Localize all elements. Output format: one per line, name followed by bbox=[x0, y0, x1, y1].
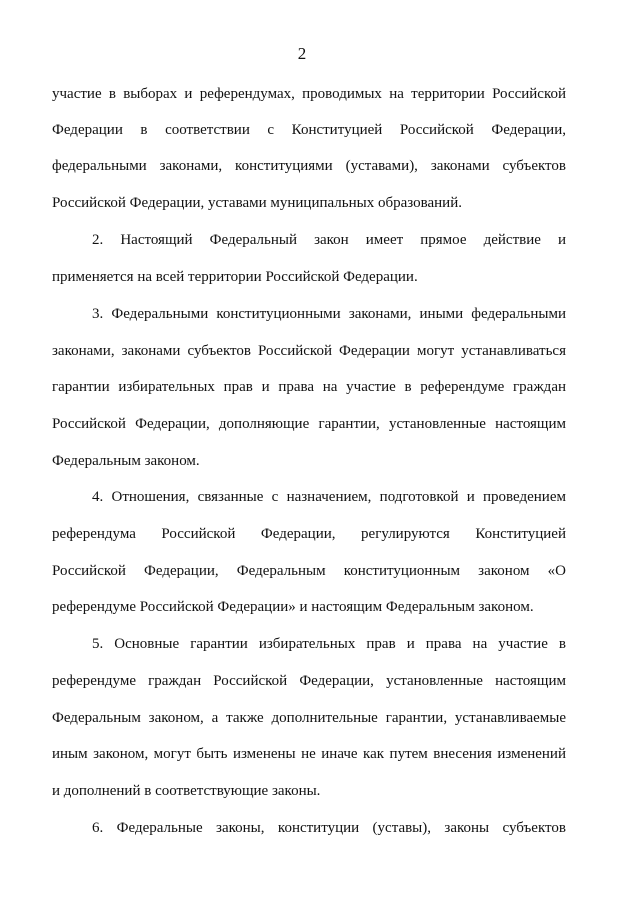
text-line: 4. Отношения, связанные с назначением, подготовкой и проведением bbox=[92, 489, 566, 505]
text-line: 2. Настоящий Федеральный закон имеет прямое действие и bbox=[92, 232, 566, 248]
text-line: применяется на всей территории Российской Федерации. bbox=[52, 269, 418, 285]
page-number: 2 bbox=[297, 44, 307, 63]
text-line: и дополнений в соответствующие законы. bbox=[52, 783, 321, 799]
text-line: Российской Федерации, Федеральным конституционным законом «О bbox=[52, 563, 566, 579]
text-line: иным законом, могут быть изменены не иначе как путем внесения изменений bbox=[52, 746, 566, 762]
text-line: референдуме Российской Федерации» и настоящим Федеральным законом. bbox=[52, 599, 534, 615]
text-line: Российской Федерации, дополняющие гарантии, установленные настоящим bbox=[52, 416, 566, 432]
text-line: Федеральным законом, а также дополнительные гарантии, устанавливаемые bbox=[52, 710, 566, 726]
text-line: участие в выборах и референдумах, проводимых на территории Российской bbox=[52, 86, 566, 102]
text-line: Федерации в соответствии с Конституцией Российской Федерации, bbox=[52, 122, 566, 138]
text-line: референдума Российской Федерации, регулируются Конституцией bbox=[52, 526, 566, 542]
text-line: законами, законами субъектов Российской Федерации могут устанавливаться bbox=[52, 343, 566, 359]
text-line: гарантии избирательных прав и права на участие в референдуме граждан bbox=[52, 379, 566, 395]
text-line: федеральными законами, конституциями (уставами), законами субъектов bbox=[52, 158, 566, 174]
text-line: референдуме граждан Российской Федерации, установленные настоящим bbox=[52, 673, 566, 689]
text-line: 3. Федеральными конституционными законами, иными федеральными bbox=[92, 306, 566, 322]
text-line: Российской Федерации, уставами муниципальных образований. bbox=[52, 195, 462, 211]
text-line: 6. Федеральные законы, конституции (уставы), законы субъектов bbox=[92, 820, 566, 836]
text-line: Федеральным законом. bbox=[52, 453, 200, 469]
text-line: 5. Основные гарантии избирательных прав и права на участие в bbox=[92, 636, 566, 652]
